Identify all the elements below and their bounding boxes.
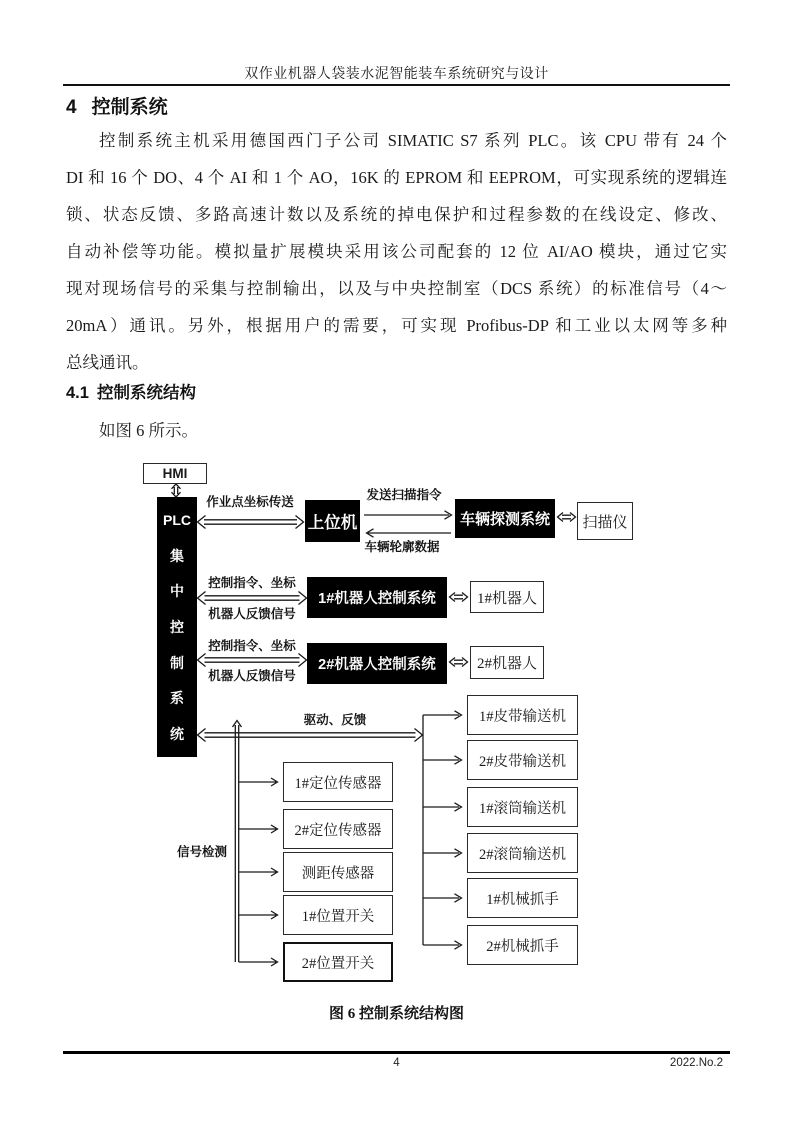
section-title: 控制系统: [91, 97, 168, 118]
plc-box: [157, 497, 197, 757]
arrow-detect-scanner: [558, 513, 576, 522]
header-rule: [63, 84, 730, 86]
line-signal-detect-bus: [233, 721, 278, 967]
figure-diagram: [0, 455, 793, 990]
plc-line: 统: [170, 726, 184, 743]
label-work-point-transfer: 作业点坐标传送: [206, 495, 294, 509]
arrow-plc-robot2ctrl: [198, 654, 307, 667]
figure-caption: 图 6 控制系统结构图: [328, 1006, 464, 1022]
plc-line: 集: [170, 547, 184, 564]
label-control-command-2: 控制指令、坐标: [208, 639, 296, 653]
subsection-number: 4.1: [66, 384, 89, 402]
diagram-connectors: [0, 455, 793, 990]
label-send-scan-command: 发送扫描指令: [366, 488, 442, 502]
subsection-heading: [66, 379, 196, 403]
arrow-send-scan: [364, 511, 452, 519]
figure-intro: 如图 6 所示。: [99, 421, 198, 440]
plc-line: 系: [170, 690, 184, 707]
paragraph-line: 锁、状态反馈、多路高速计数以及系统的掉电保护和过程参数的在线设定、修改、: [66, 205, 727, 224]
robot2-control-box: 2#机器人控制系统: [307, 643, 447, 684]
arrow-robot2ctrl-robot2: [450, 658, 468, 667]
label-control-command-1: 控制指令、坐标: [208, 576, 296, 590]
range-sensor-box: 测距传感器: [283, 852, 393, 892]
issue-label: 2022.No.2: [669, 1057, 723, 1069]
position-sensor2-box: 2#定位传感器: [283, 809, 393, 849]
plc-line: 制: [170, 654, 184, 671]
label-drive-feedback: 驱动、反馈: [303, 713, 367, 727]
vehicle-detect-box: 车辆探测系统: [455, 499, 555, 538]
arrow-robot1ctrl-robot1: [450, 593, 468, 602]
arrow-hmi-plc: [172, 484, 181, 497]
plc-line: PLC: [163, 511, 191, 528]
section-heading: [66, 92, 168, 119]
robot2-box: 2#机器人: [470, 646, 544, 679]
arrow-plc-robot1ctrl: [198, 592, 307, 605]
subsection-title: 控制系统结构: [96, 384, 196, 402]
robot1-box: 1#机器人: [470, 581, 544, 613]
robot1-control-box: 1#机器人控制系统: [307, 577, 447, 618]
footer-rule: [63, 1051, 730, 1054]
paragraph-line: 控制系统主机采用德国西门子公司 SIMATIC S7 系列 PLC。该 CPU 带有 24 个: [99, 131, 727, 150]
belt-conveyor1-box: 1#皮带输送机: [467, 695, 578, 735]
label-signal-detect: 信号检测: [176, 845, 228, 859]
gripper2-box: 2#机械抓手: [467, 925, 578, 965]
label-robot-feedback-2: 机器人反馈信号: [208, 669, 296, 683]
line-actuator-bus: [423, 711, 462, 949]
host-computer-box: 上位机: [305, 500, 360, 542]
paragraph-line: 自动补偿等功能。模拟量扩展模块采用该公司配套的 12 位 AI/AO 模块，通过它实: [66, 242, 727, 261]
roller-conveyor1-box: 1#滚筒输送机: [467, 787, 578, 827]
label-robot-feedback-1: 机器人反馈信号: [208, 607, 296, 621]
limit-switch1-box: 1#位置开关: [283, 895, 393, 935]
arrow-drive-feedback: [198, 729, 423, 742]
arrow-vehicle-profile: [367, 529, 452, 537]
position-sensor1-box: 1#定位传感器: [283, 762, 393, 802]
section-number: 4: [66, 97, 77, 118]
running-title: 双作业机器人袋装水泥智能装车系统研究与设计: [244, 67, 549, 82]
gripper1-box: 1#机械抓手: [467, 878, 578, 918]
plc-line: 控: [170, 618, 184, 635]
hmi-box: HMI: [143, 463, 207, 484]
body-paragraph: [66, 122, 727, 381]
scanner-box: 扫描仪: [577, 502, 633, 540]
limit-switch2-box: 2#位置开关: [283, 942, 393, 982]
belt-conveyor2-box: 2#皮带输送机: [467, 740, 578, 780]
paragraph-line: DI 和 16 个 DO、4 个 AI 和 1 个 AO，16K 的 EPROM 和 EEPROM，可实现系统的逻辑连: [66, 168, 727, 187]
plc-line: 中: [170, 583, 184, 600]
arrow-plc-host: [198, 516, 304, 529]
roller-conveyor2-box: 2#滚筒输送机: [467, 833, 578, 873]
paragraph-line: 现对现场信号的采集与控制输出，以及与中央控制室（DCS 系统）的标准信号（4～: [66, 279, 727, 298]
paragraph-line: 20mA）通讯。另外，根据用户的需要，可实现 Profibus-DP 和工业以太网等多种: [66, 316, 727, 335]
paragraph-line: 总线通讯。: [66, 353, 149, 372]
label-vehicle-profile-data: 车辆轮廓数据: [364, 540, 440, 554]
page-number: 4: [393, 1057, 400, 1069]
